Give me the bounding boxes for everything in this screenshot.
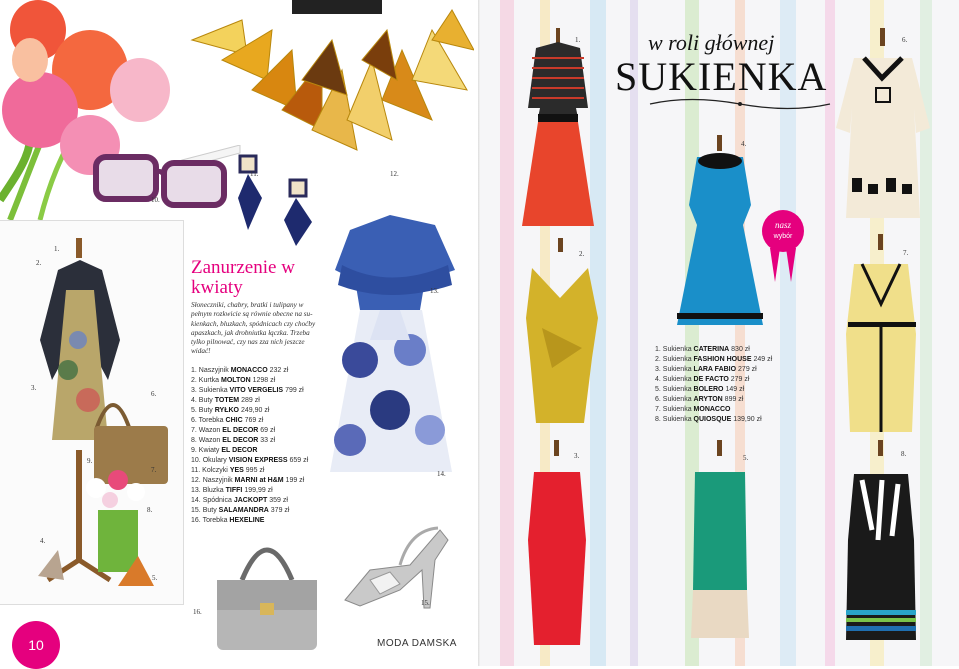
- item-name: Wazon: [198, 427, 221, 434]
- photo-number-13: 13.: [430, 287, 439, 295]
- item-price: 830 zł: [731, 346, 750, 353]
- item-name: Kwiaty: [198, 447, 220, 454]
- dress-8-photo: [842, 440, 922, 645]
- item-number: 8.: [191, 437, 197, 444]
- item-name: Kolczyki: [202, 467, 228, 474]
- item-number: 12.: [191, 477, 201, 484]
- left-page: [0, 0, 480, 666]
- intro-line: tylko pilnować, czy nas zza nich jeszcze: [191, 338, 305, 347]
- photo-number-6: 6.: [151, 390, 157, 398]
- photo-number-15: 15.: [421, 599, 430, 607]
- item-price: 69 zł: [260, 427, 276, 434]
- necklace-photo: [182, 0, 474, 170]
- photo-number-r6: 6.: [902, 36, 908, 44]
- item-name: Sukienka: [198, 387, 228, 394]
- item-brand: QUIOSQUE: [693, 416, 732, 423]
- item-number: 5.: [655, 386, 661, 393]
- item-brand: MONACCO: [693, 406, 731, 413]
- product-list-item: [191, 386, 331, 396]
- item-brand: EL DECOR: [221, 447, 258, 454]
- item-brand: FASHION HOUSE: [693, 356, 752, 363]
- item-price: 139,90 zł: [733, 416, 762, 423]
- item-price: 995 zł: [245, 467, 265, 474]
- product-list-item: [191, 446, 331, 456]
- dress-7-photo: [842, 234, 922, 434]
- product-list-item: [191, 376, 331, 386]
- item-name: Sukienka: [662, 346, 692, 353]
- photo-number-2: 2.: [36, 259, 42, 267]
- intro-line: widać!: [191, 347, 211, 356]
- product-list-item: [655, 405, 825, 415]
- right-page: [480, 0, 959, 666]
- product-list-item: [655, 355, 825, 365]
- dress-6-photo: [836, 28, 931, 223]
- section-title-line2: kwiaty: [191, 277, 243, 298]
- item-name: Sukienka: [662, 366, 692, 373]
- item-number: 9.: [191, 447, 197, 454]
- item-brand: VITO VERGELIS: [229, 387, 284, 394]
- photo-number-11: 11.: [250, 170, 259, 178]
- item-number: 16.: [191, 517, 201, 524]
- item-price: 1298 zł: [252, 377, 276, 384]
- item-brand: DE FACTO: [693, 376, 729, 383]
- item-number: 3.: [191, 387, 197, 394]
- heading-main: SUKIENKA: [615, 54, 828, 99]
- item-name: Torebka: [198, 417, 224, 424]
- item-price: 769 zł: [244, 417, 264, 424]
- photo-number-9: 9.: [87, 457, 93, 465]
- product-list-item: [191, 416, 331, 426]
- right-product-list: [655, 345, 825, 425]
- item-number: 2.: [191, 377, 197, 384]
- photo-number-r3: 3.: [574, 452, 580, 460]
- product-list-item: [655, 345, 825, 355]
- item-number: 8.: [655, 416, 661, 423]
- photo-number-12: 12.: [390, 170, 399, 178]
- photo-number-16: 16.: [193, 608, 202, 616]
- item-name: Naszyjnik: [198, 367, 229, 374]
- product-list-item: [655, 375, 825, 385]
- dress-1-photo: [518, 28, 598, 228]
- product-list-item: [191, 436, 331, 446]
- item-number: 6.: [191, 417, 197, 424]
- item-brand: TOTEM: [214, 397, 240, 404]
- dress-3-photo: [522, 440, 592, 650]
- item-name: Wazon: [198, 437, 221, 444]
- item-price: 249,90 zł: [240, 407, 270, 414]
- item-price: 659 zł: [289, 457, 309, 464]
- photo-number-14: 14.: [437, 470, 446, 478]
- item-number: 11.: [191, 467, 201, 474]
- item-name: Buty: [198, 397, 213, 404]
- photo-number-7: 7.: [151, 466, 157, 474]
- item-number: 2.: [655, 356, 661, 363]
- product-list-item: [191, 496, 331, 506]
- badge-ribbon: [770, 248, 796, 284]
- item-number: 4.: [655, 376, 661, 383]
- item-brand: VISION EXPRESS: [228, 457, 288, 464]
- grey-bag-photo: [212, 525, 322, 655]
- left-product-list: [191, 366, 331, 526]
- item-brand: TIFFI: [225, 487, 243, 494]
- product-list-item: [191, 396, 331, 406]
- intro-line: pełnym rozkwicie są równie obecne na su-: [191, 310, 313, 319]
- item-name: Naszyjnik: [202, 477, 233, 484]
- item-price: 289 zł: [241, 397, 260, 404]
- heading-italic: w roli głównej: [648, 30, 775, 55]
- product-list-item: [655, 415, 825, 425]
- item-price: 279 zł: [730, 376, 750, 383]
- ornament-divider: [640, 95, 840, 113]
- item-number: 1.: [655, 346, 661, 353]
- product-list-item: [191, 426, 331, 436]
- item-name: Sukienka: [662, 416, 692, 423]
- intro-paragraph: [191, 301, 331, 357]
- item-brand: RYŁKO: [214, 407, 240, 414]
- item-name: Kurtka: [198, 377, 220, 384]
- item-brand: MOLTON: [220, 377, 251, 384]
- photo-number-r4: 4.: [741, 140, 747, 148]
- badge-line1: nasz: [774, 220, 791, 230]
- item-price: 359 zł: [269, 497, 288, 504]
- item-price: 379 zł: [270, 507, 290, 514]
- item-brand: ARYTON: [693, 396, 723, 403]
- product-list-item: [191, 406, 331, 416]
- item-brand: MONACCO: [230, 367, 268, 374]
- photo-number-10: 10.: [151, 196, 160, 204]
- photo-number-1: 1.: [54, 245, 60, 253]
- intro-line: apaszkach, jak drobniutka łączka. Trzeba: [191, 328, 310, 337]
- photo-number-r5: 5.: [743, 454, 749, 462]
- item-brand: HEXELINE: [229, 517, 265, 524]
- item-brand: LARA FABIO: [693, 366, 737, 373]
- product-list-item: [191, 506, 331, 516]
- item-brand: CATERINA: [693, 346, 730, 353]
- nasz-wybor-badge: [762, 210, 804, 252]
- item-number: 5.: [191, 407, 197, 414]
- item-name: Spódnica: [202, 497, 232, 504]
- item-price: 149 zł: [725, 386, 745, 393]
- item-brand: EL DECOR: [222, 427, 259, 434]
- product-list-item: [191, 476, 331, 486]
- product-list-item: [191, 366, 331, 376]
- item-name: Sukienka: [662, 376, 692, 383]
- item-brand: BOLERO: [693, 386, 724, 393]
- footer-label: MODA DAMSKA: [377, 638, 457, 649]
- item-number: 15.: [191, 507, 201, 514]
- item-number: 10.: [191, 457, 201, 464]
- item-name: Sukienka: [662, 356, 692, 363]
- photo-number-r1: 1.: [575, 36, 581, 44]
- product-list-item: [655, 395, 825, 405]
- product-list-item: [655, 385, 825, 395]
- item-price: 249 zł: [753, 356, 773, 363]
- photo-number-r2: 2.: [579, 250, 585, 258]
- photo-number-r7: 7.: [903, 249, 909, 257]
- photo-number-5: 5.: [152, 574, 158, 582]
- item-name: Torebka: [202, 517, 228, 524]
- item-number: 1.: [191, 367, 197, 374]
- item-brand: CHIC: [225, 417, 243, 424]
- photo-number-3: 3.: [31, 384, 37, 392]
- item-price: 279 zł: [738, 366, 757, 373]
- product-list-item: [191, 486, 331, 496]
- earrings-photo: [232, 150, 322, 250]
- product-list-item: [191, 466, 331, 476]
- photo-number-8: 8.: [147, 506, 153, 514]
- item-price: 899 zł: [724, 396, 744, 403]
- item-number: 14.: [191, 497, 201, 504]
- item-name: Buty: [202, 507, 217, 514]
- page-number-badge: [12, 621, 60, 669]
- item-brand: JACKOPT: [233, 497, 268, 504]
- dress-2-photo: [522, 238, 602, 428]
- item-number: 3.: [655, 366, 661, 373]
- item-price: 199 zł: [285, 477, 305, 484]
- item-price: 232 zł: [269, 367, 289, 374]
- badge-line2: wybór: [773, 233, 793, 240]
- section-title: [191, 258, 295, 298]
- section-title-line1: Zanurzenie w: [191, 257, 295, 278]
- item-price: 33 zł: [260, 437, 276, 444]
- product-list-item: [655, 365, 825, 375]
- intro-line: kienkach, bluzkach, spódnicach czy choćby: [191, 319, 316, 328]
- item-number: 13.: [191, 487, 201, 494]
- item-brand: MARNI at H&M: [234, 477, 284, 484]
- item-price: 199,99 zł: [244, 487, 273, 494]
- item-name: Buty: [198, 407, 213, 414]
- item-number: 7.: [655, 406, 661, 413]
- item-name: Bluzka: [202, 487, 224, 494]
- item-name: Okulary: [202, 457, 227, 464]
- item-brand: SALAMANDRA: [218, 507, 269, 514]
- page-number: 10: [28, 637, 44, 653]
- item-number: 6.: [655, 396, 661, 403]
- photo-number-r8: 8.: [901, 450, 907, 458]
- dress-4-photo: [675, 135, 765, 335]
- item-brand: EL DECOR: [222, 437, 259, 444]
- item-name: Sukienka: [662, 406, 692, 413]
- item-price: 799 zł: [285, 387, 304, 394]
- item-number: 7.: [191, 427, 197, 434]
- item-brand: YES: [229, 467, 244, 474]
- dress-5-photo: [683, 440, 758, 640]
- intro-line: Słoneczniki, chabry, bratki i tulipany w: [191, 301, 304, 309]
- product-list-item: [191, 456, 331, 466]
- item-number: 4.: [191, 397, 197, 404]
- photo-number-4: 4.: [40, 537, 46, 545]
- blouse-skirt-photo: [330, 210, 460, 480]
- item-name: Sukienka: [662, 396, 692, 403]
- item-name: Sukienka: [662, 386, 692, 393]
- sandal-photo: [340, 510, 455, 610]
